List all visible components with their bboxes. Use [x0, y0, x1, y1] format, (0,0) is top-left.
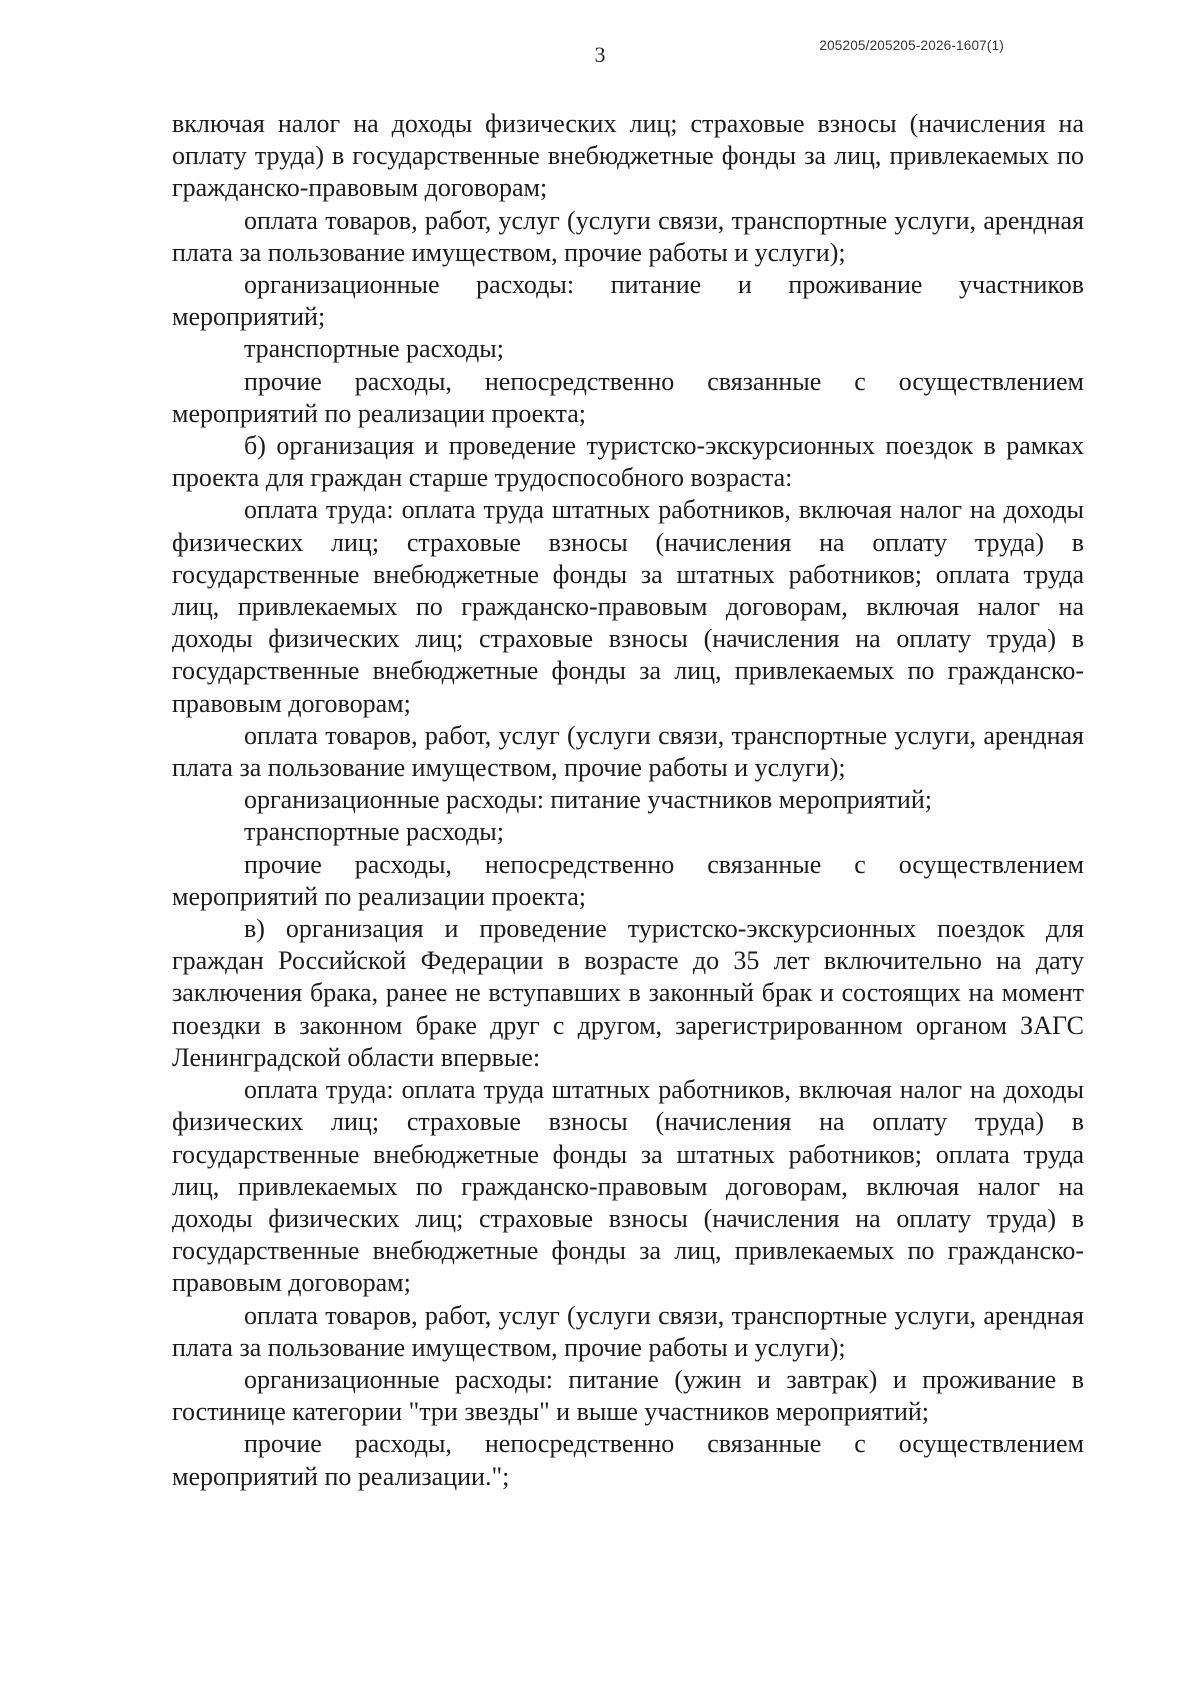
paragraph-item: прочие расходы, непосредственно связанные с осуществлением мероприятий по реализации."; [172, 1429, 1084, 1491]
paragraph-subsection-v: в) организация и проведение туристско-экскурсионных поездок для граждан Российской Федерации в возрасте до 35 лет включительно на дату заключения брака, ранее не вступавших в законный брак и состоящих на момент поездки в законном браке друг с другом, зарегистрированном органом ЗАГС Ленинградской области впервые: [172, 914, 1084, 1072]
paragraph-item: оплата труда: оплата труда штатных работников, включая налог на доходы физических лиц; страховые взносы (начисления на оплату труда) в государственные внебюджетные фонды за штатных работников; оплата труда лиц, привлекаемых по гражданско-правовым договорам, включая налог на доходы физических лиц; страховые взносы (начисления на оплату труда) в государственные внебюджетные фонды за лиц, привлекаемых по гражданско-правовым договорам; [172, 495, 1084, 718]
paragraph-item: организационные расходы: питание участников мероприятий; [244, 785, 932, 815]
paragraph-item: организационные расходы: питание и проживание участников мероприятий; [172, 270, 1084, 332]
paragraph-item: оплата товаров, работ, услуг (услуги связи, транспортные услуги, арендная плата за пользование имуществом, прочие работы и услуги); [172, 1300, 1084, 1362]
paragraph-item: транспортные расходы; [244, 817, 504, 847]
paragraph-item: прочие расходы, непосредственно связанные с осуществлением мероприятий по реализации проекта; [172, 849, 1084, 911]
paragraph-subsection-b: б) организация и проведение туристско-экскурсионных поездок в рамках проекта для граждан старше трудоспособного возраста: [172, 431, 1084, 493]
document-id: 205205/205205-2026-1607(1) [819, 38, 1004, 53]
paragraph-item: организационные расходы: питание (ужин и завтрак) и проживание в гостинице категории "три звезды" и выше участников мероприятий; [172, 1364, 1084, 1427]
paragraph-item: оплата труда: оплата труда штатных работников, включая налог на доходы физических лиц; страховые взносы (начисления на оплату труда) в государственные внебюджетные фонды за штатных работников; оплата труда лиц, привлекаемых по гражданско-правовым договорам, включая налог на доходы физических лиц; страховые взносы (начисления на оплату труда) в государственные внебюджетные фонды за лиц, привлекаемых по гражданско-правовым договорам; [172, 1075, 1084, 1298]
paragraph-item: оплата товаров, работ, услуг (услуги связи, транспортные услуги, арендная плата за пользование имуществом, прочие работы и услуги); [172, 720, 1084, 783]
document-body [172, 108, 1084, 1493]
paragraph-item: оплата товаров, работ, услуг (услуги связи, транспортные услуги, арендная плата за пользование имуществом, прочие работы и услуги); [172, 205, 1084, 267]
page-number: 3 [594, 42, 606, 67]
paragraph-continuation: включая налог на доходы физических лиц; страховые взносы (начисления на оплату труда) в государственные внебюджетные фонды за лиц, привлекаемых по гражданско-правовым договорам; [172, 109, 1084, 203]
paragraph-item: прочие расходы, непосредственно связанные с осуществлением мероприятий по реализации проекта; [172, 366, 1084, 428]
paragraph-item: транспортные расходы; [244, 334, 504, 364]
